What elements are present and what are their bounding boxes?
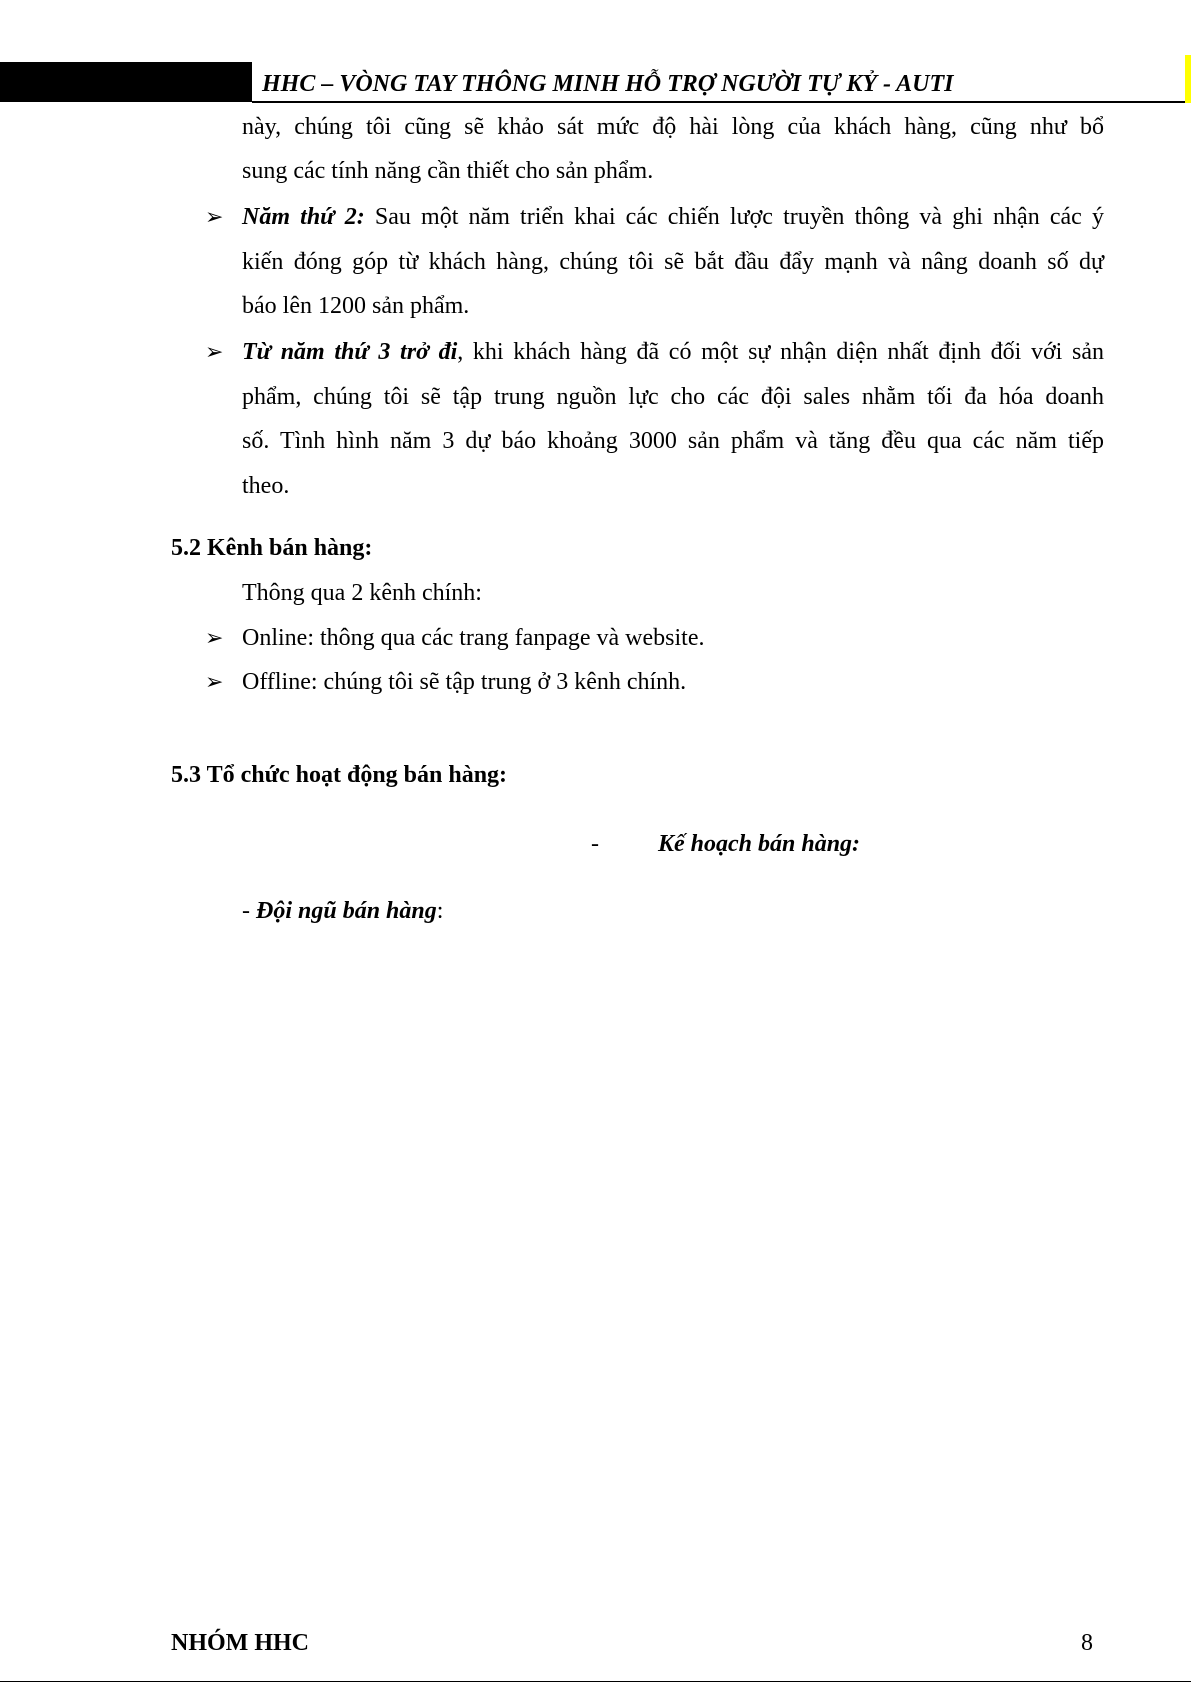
list-item: Offline: chúng tôi sẽ tập trung ở 3 kênh chính.: [242, 669, 687, 695]
section-intro: Thông qua 2 kênh chính:: [242, 580, 482, 606]
plan-dash: -: [591, 831, 599, 857]
list-item: Online: thông qua các trang fanpage và website.: [242, 625, 705, 651]
section-heading-5-2: 5.2 Kênh bán hàng:: [171, 535, 373, 561]
page-number: 8: [1081, 1630, 1093, 1656]
paragraph-line: số. Tình hình năm 3 dự báo khoảng 3000 sản phẩm và tăng đều qua các năm tiếp: [242, 428, 1104, 454]
team-label: Đội ngũ bán hàng: [256, 898, 437, 924]
footer-group-name: NHÓM HHC: [171, 1630, 309, 1656]
paragraph-line: này, chúng tôi cũng sẽ khảo sát mức độ hài lòng của khách hàng, cũng như bổ: [242, 114, 1104, 140]
team-line: [242, 895, 443, 927]
year2-line1-text: Sau một năm triển khai các chiến lược truyền thông và ghi nhận các ý: [364, 204, 1104, 230]
year3-label: Từ năm thứ 3 trở đi: [242, 339, 458, 365]
bullet-arrow-icon: ➢: [205, 339, 224, 364]
bullet-arrow-icon: ➢: [205, 204, 224, 229]
bullet-arrow-icon: ➢: [205, 669, 224, 694]
year2-label: Năm thứ 2:: [242, 204, 365, 230]
paragraph-line: kiến đóng góp từ khách hàng, chúng tôi sẽ bắt đầu đẩy mạnh và nâng doanh số dự: [242, 249, 1104, 275]
paragraph-line: phẩm, chúng tôi sẽ tập trung nguồn lực cho các đội sales nhằm tối đa hóa doanh: [242, 384, 1104, 410]
header-title: HHC – VÒNG TAY THÔNG MINH HỖ TRỢ NGƯỜI TỰ KỶ - AUTI: [262, 71, 954, 97]
team-dash: -: [242, 898, 256, 924]
bullet-arrow-icon: ➢: [205, 625, 224, 650]
team-colon: :: [436, 898, 444, 924]
plan-label: Kế hoạch bán hàng:: [658, 831, 861, 857]
year3-line1-text: , khi khách hàng đã có một sự nhận diện nhất định đối với sản: [457, 339, 1104, 365]
header-black-bar: [0, 62, 252, 102]
footer-rule: [0, 1681, 1191, 1682]
paragraph-line: theo.: [242, 473, 290, 499]
paragraph-line: sung các tính năng cần thiết cho sản phẩm.: [242, 158, 654, 184]
header-yellow-edge: [1185, 55, 1191, 103]
year2-line1: [242, 201, 1104, 233]
section-heading-5-3: 5.3 Tổ chức hoạt động bán hàng:: [171, 762, 508, 788]
paragraph-line: báo lên 1200 sản phẩm.: [242, 293, 470, 319]
header-rule: [252, 101, 1191, 103]
year3-line1: [242, 336, 1104, 368]
